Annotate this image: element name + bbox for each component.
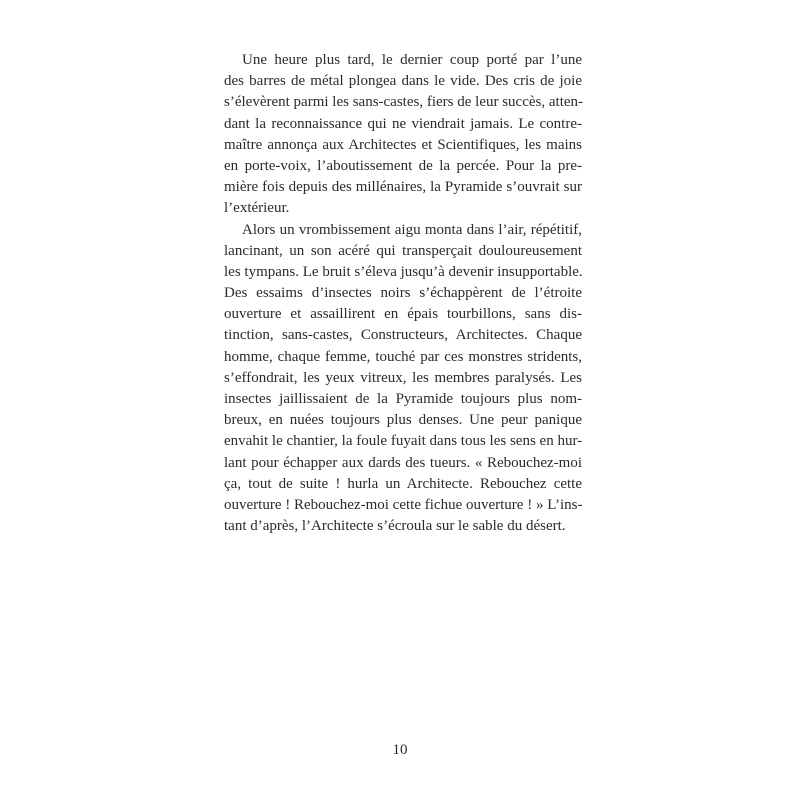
paragraph-1 (224, 50, 582, 220)
body-text (224, 50, 582, 537)
text-line: mière fois depuis des millénaires, la Pyramide s’ouvrait sur (224, 179, 582, 196)
page-number: 10 (392, 742, 408, 758)
text-line: ouverture et assaillirent en épais tourbillons, sans dis- (224, 306, 582, 323)
text-line: lant pour échapper aux dards des tueurs. « Rebouchez-moi (224, 454, 582, 471)
text-line: breux, en nuées toujours plus denses. Une peur panique (224, 412, 582, 429)
text-line: s’effondrait, les yeux vitreux, les membres paralysés. Les (224, 369, 582, 386)
text-line: les tympans. Le bruit s’éleva jusqu’à devenir insupportable. (224, 263, 583, 280)
text-line: l’extérieur. (224, 200, 290, 217)
text-line: insectes jaillissaient de la Pyramide toujours plus nom- (224, 391, 582, 407)
text-line: homme, chaque femme, touché par ces monstres stridents, (224, 348, 582, 365)
text-line: des barres de métal plongea dans le vide. Des cris de joie (224, 73, 582, 90)
text-line: dant la reconnaissance qui ne viendrait jamais. Le contre- (224, 115, 582, 132)
text-line: maître annonça aux Architectes et Scientifiques, les mains (224, 136, 582, 153)
text-line: en porte-voix, l’aboutissement de la percée. Pour la pre- (224, 157, 582, 174)
text-line: tant d’après, l’Architecte s’écroula sur le sable du désert. (224, 518, 566, 535)
text-line: Une heure plus tard, le dernier coup porté par l’une (242, 52, 582, 68)
text-line: s’élevèrent parmi les sans-castes, fiers de leur succès, atten- (224, 94, 584, 111)
text-line: Alors un vrombissement aigu monta dans l’air, répétitif, (242, 221, 582, 238)
text-line: envahit le chantier, la foule fuyait dans tous les sens en hur- (224, 433, 583, 450)
text-line: tinction, sans-castes, Constructeurs, Architectes. Chaque (224, 327, 582, 344)
text-line: ouverture ! Rebouchez-moi cette fichue ouverture ! » L’ins- (224, 496, 583, 513)
text-line: lancinant, un son acéré qui transperçait douloureusement (224, 242, 582, 259)
text-line: Des essaims d’insectes noirs s’échappèrent de l’étroite (224, 285, 582, 302)
paragraph-2 (224, 220, 582, 538)
text-line: ça, tout de suite ! hurla un Architecte. Rebouchez cette (224, 475, 582, 492)
